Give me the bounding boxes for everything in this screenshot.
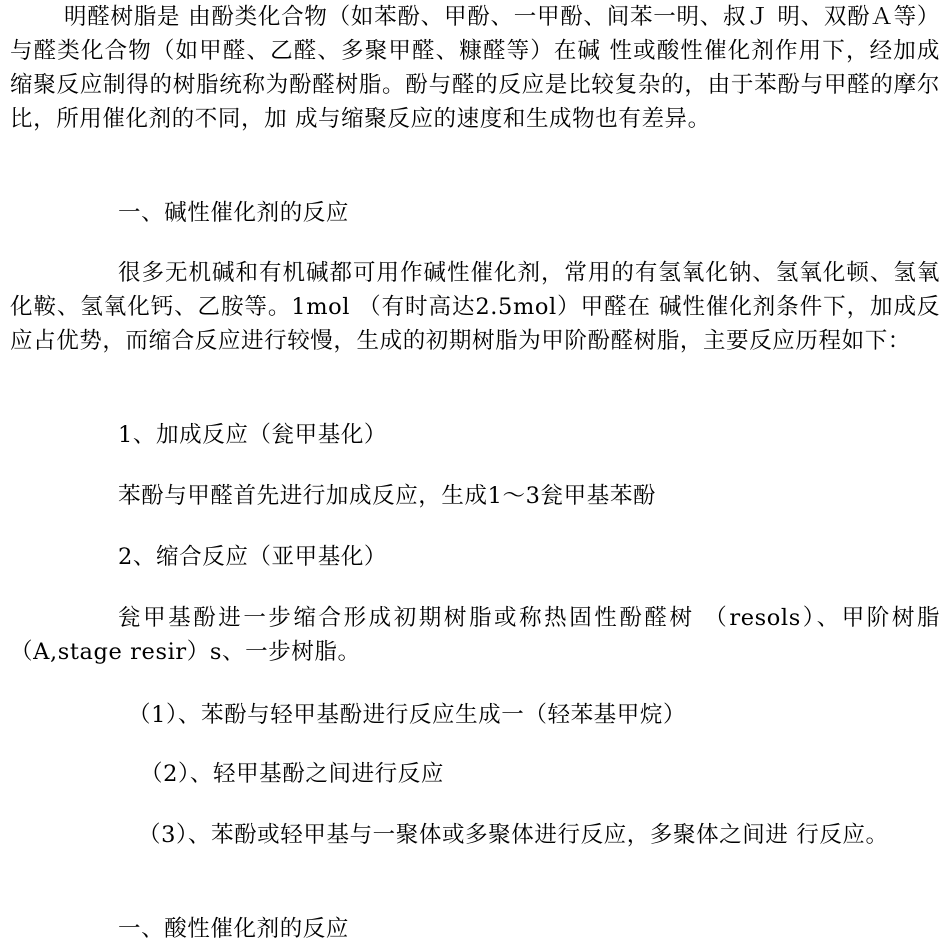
reaction-list-item-2: （2）、轻甲基酚之间进行反应	[140, 761, 444, 787]
addition-reaction-paragraph: 苯酚与甲醛首先进行加成反应，生成1〜3瓮甲基苯酚	[118, 483, 657, 509]
intro-paragraph: 明醛树脂是 由酚类化合物（如苯酚、甲酚、一甲酚、间苯一明、叔Ｊ 明、双酚Ａ等）与醛类化合物（如甲醛、乙醛、多聚甲醛、糠醛等）在碱 性或酸性催化剂作用下，经加成缩聚反应制得的树脂统称为酚醛树脂。酚与醛的反应是比较复杂的，由于苯酚与甲醛的摩尔比，所用催化剂的不同，加 成与缩聚反应的速度和生成物也有差异。	[10, 4, 940, 132]
subheading-condensation-reaction: 2、缩合反应（亚甲基化）	[118, 544, 388, 570]
document-page	[10, 0, 940, 950]
section-heading-acid-catalyst: 一、酸性催化剂的反应	[118, 916, 350, 942]
subheading-addition-reaction: 1、加成反应（瓮甲基化）	[118, 422, 388, 448]
alkaline-catalyst-paragraph: 很多无机碱和有机碱都可用作碱性催化剂，常用的有氢氧化钠、氢氧化顿、氢氧化鞍、氢氧化钙、乙胺等。1mol （有时高达2.5mol）甲醛在 碱性催化剂条件下，加成反应占优势，而缩合反应进行较慢，生成的初期树脂为甲阶酚醛树脂，主要反应历程如下：	[10, 260, 940, 354]
section-heading-alkaline-catalyst: 一、碱性催化剂的反应	[118, 200, 350, 226]
reaction-list-item-1: （1）、苯酚与轻甲基酚进行反应生成一（轻苯基甲烷）	[128, 702, 687, 728]
condensation-reaction-paragraph: 瓮甲基酚进一步缩合形成初期树脂或称热固性酚醛树 （resols）、甲阶树脂 （A,stage resir）s、一步树脂。	[10, 605, 940, 665]
reaction-list-item-3: （3）、苯酚或轻甲基与一聚体或多聚体进行反应，多聚体之间进 行反应。	[138, 822, 889, 848]
